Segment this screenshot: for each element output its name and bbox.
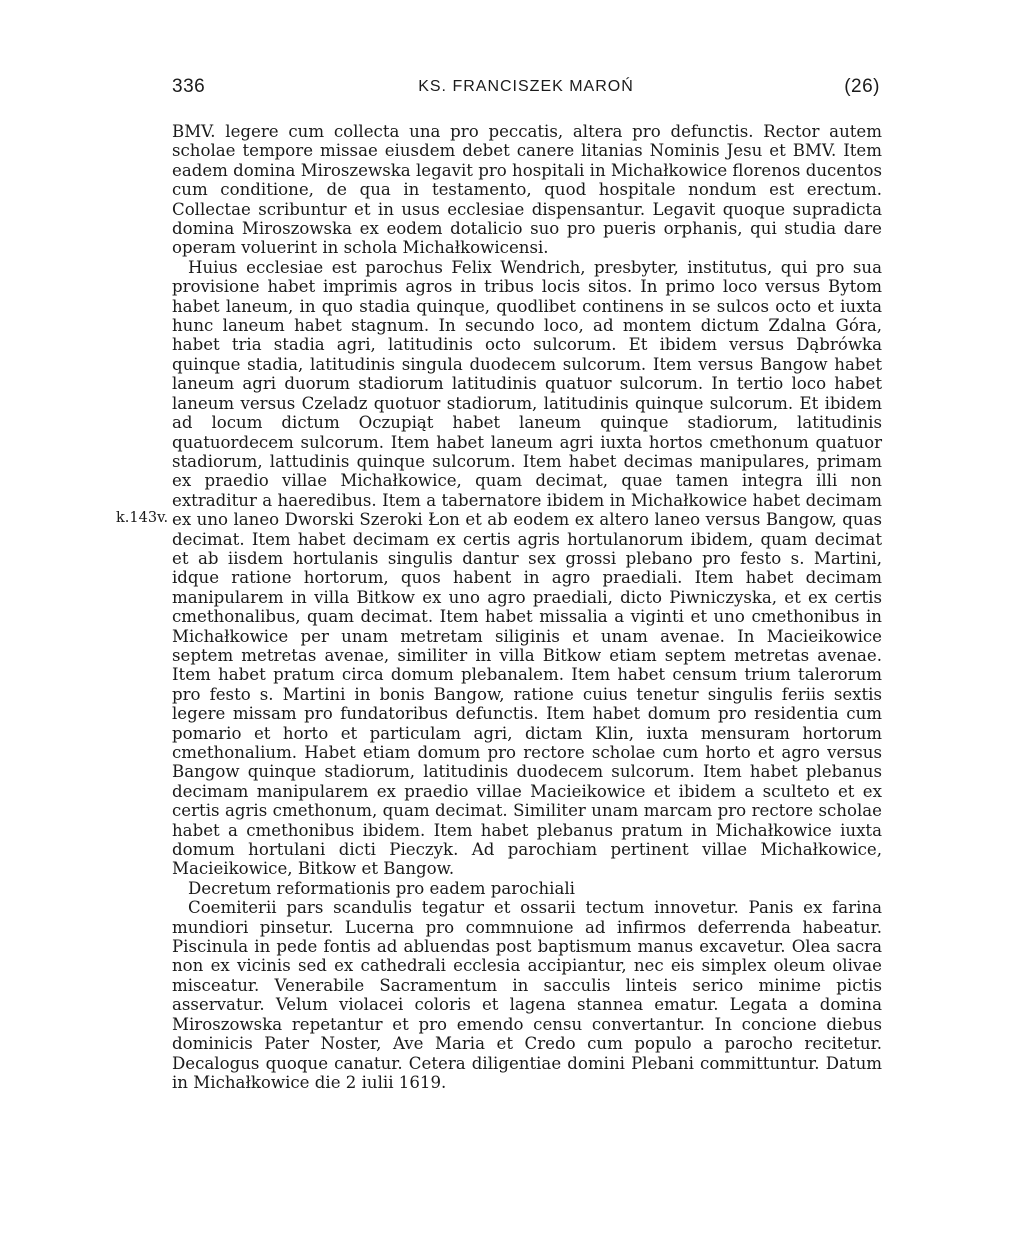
page-number: 336 <box>172 76 206 97</box>
running-head-author: KS. FRANCISZEK MAROŃ <box>418 78 634 95</box>
margin-folio-note: k.143v. <box>116 510 169 526</box>
paragraph-continuation: BMV. legere cum collecta una pro peccatis, altera pro defunctis. Rector autem scholae tempore missae eiusdem debet canere litanias Nominis Jesu et BMV. Item eadem domina Miroszewska legavit pro hospitali in Michałkowice florenos ducentos cum conditione, de qua in testamento, quod hospitale nondum est erectum. Collectae scribuntur et in usus ecclesiae dispensantur. Legavit quoque supradicta domina Miroszowska ex eodem dotalicio suo pro pueris orphanis, qui studia dare operam voluerint in schola Michałkowicensi. <box>172 122 882 258</box>
body-text <box>172 122 882 1092</box>
section-heading-decretum: Decretum reformationis pro eadem parochiali <box>188 878 575 898</box>
paragraph-decretum: Coemiterii pars scandulis tegatur et ossarii tectum innovetur. Panis ex farina mundiori pinsetur. Lucerna pro commnuione ad infirmos deferrenda habeatur. Piscinula in pede fontis ad abluendas post baptismum manus excavetur. Olea sacra non ex vicinis sed ex cathedrali ecclesia accipiantur, nec eis simplex oleum olivae misceatur. Venerabile Sacramentum in sacculis linteis serico minime pictis asservatur. Velum violacei coloris et lagena stannea ematur. Legata a domina Miroszowska repetantur et pro emendo censu convertantur. In concione diebus dominicis Pater Noster, Ave Maria et Credo cum populo a parocho recitetur. Decalogus quoque canatur. Cetera diligentiae domini Plebani committuntur. Datum in Michałkowice die 2 iulii 1619. <box>172 898 882 1092</box>
document-number: (26) <box>844 76 880 97</box>
running-head <box>172 76 880 102</box>
paragraph-parish-income: Huius ecclesiae est parochus Felix Wendrich, presbyter, institutus, qui pro sua provisione habet imprimis agros in tribus locis sitos. In primo loco versus Bytom habet laneum, in quo stadia quinque, quodlibet continens in se sulcos octo et iuxta hunc laneum habet stagnum. In secundo loco, ad montem dictum Zdalna Góra, habet tria stadia agri, latitudinis octo sulcorum. Et ibidem versus Dąbrówka quinque stadia, latitudinis singula duodecem sulcorum. Item versus Bangow habet laneum agri duorum stadiorum latitudinis quatuor sulcorum. In tertio loco habet laneum versus Czeladz quotuor stadiorum, latitudinis quinque sulcorum. Et ibidem ad locum dictum Oczupiąt habet laneum quinque stadiorum, latitudinis quatuordecem sulcorum. Item habet laneum agri iuxta hortos cmethonum quatuor stadiorum, lattudinis quinque sulcorum. Item habet decimas manipulares, primam ex praedio villae Michałkowice, quam decimat, quae tamen integra illi non extraditur a haeredibus. Item a tabernatore ibidem in Michałkowice habet decimam ex uno laneo Dworski Szeroki Łon et ab eodem ex altero laneo versus Bangow, quas decimat. Item habet decimam ex certis agris hortulanorum ibidem, quam decimat et ab iisdem hortulanis singulis dantur sex grossi plebano pro festo s. Martini, idque ratione hortorum, quos habent in agro praediali. Item habet decimam manipularem in villa Bitkow ex uno agro praediali, dicto Piwniczyska, et ex certis cmethonalibus, quam decimat. Item habet missalia a viginti et uno cmethonibus in Michałkowice per unam metretam siliginis et unam avenae. In Macieikowice septem metretas avenae, similiter in villa Bitkow etiam septem metretas avenae. Item habet pratum circa domum plebanalem. Item habet censum trium talerorum pro festo s. Martini in bonis Bangow, ratione cuius tenetur singulis feriis sextis legere missam pro fundatoribus defunctis. Item habet domum pro residentia cum pomario et horto et particulam agri, dictam Klin, iuxta mensuram hortorum cmethonalium. Habet etiam domum pro rectore scholae cum horto et agro versus Bangow quinque stadiorum, latitudinis duodecem sulcorum. Item habet plebanus decimam manipularem ex praedio villae Macieikowice et ibidem a sculteto et ex certis agris cmethonum, quam decimat. Similiter unam marcam pro rectore scholae habet a cmethonibus ibidem. Item habet plebanus pratum in Michałkowice iuxta domum hortulani dicti Pieczyk. Ad parochiam pertinent villae Michałkowice, Macieikowice, Bitkow et Bangow. <box>172 257 882 879</box>
